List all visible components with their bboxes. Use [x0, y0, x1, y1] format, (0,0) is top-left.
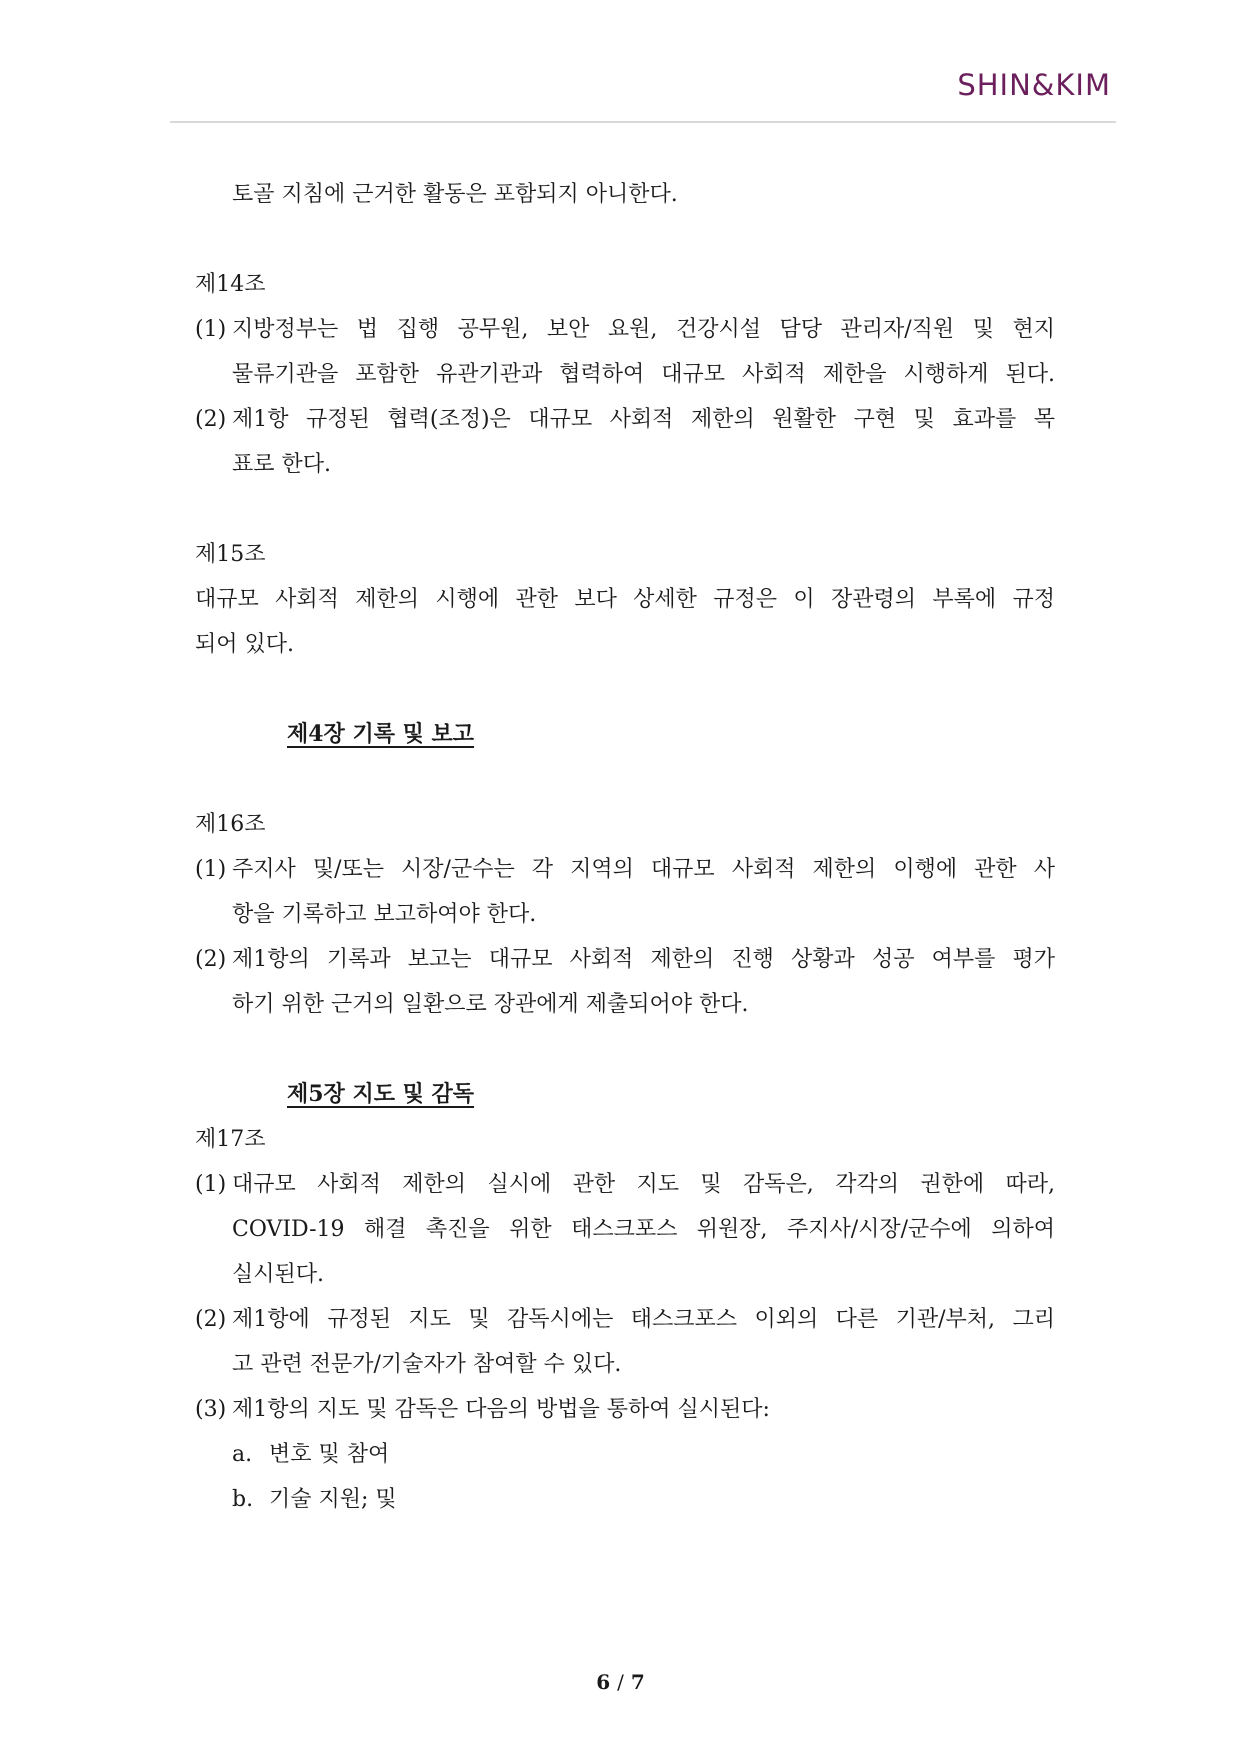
clause-line: 물류기관을 포함한 유관기관과 협력하여 대규모 사회적 제한을 시행하게 된다.: [232, 362, 1055, 387]
paragraph-line: 대규모 사회적 제한의 시행에 관한 보다 상세한 규정은 이 장관령의 부록에 규정: [195, 587, 1055, 612]
clause-text: 제1항 규정된 협력(조정)은 대규모 사회적 제한의 원활한 구현 및 효과를 목: [232, 407, 1055, 432]
clause-line: 표로 한다.: [232, 452, 331, 477]
total-pages: 7: [630, 1670, 645, 1694]
clause-line: [195, 1387, 1055, 1432]
clause-text: 제1항에 규정된 지도 및 감독시에는 태스크포스 이외의 다른 기관/부처, 그리: [232, 1307, 1055, 1332]
clause-line: 하기 위한 근거의 일환으로 장관에게 제출되어야 한다.: [232, 992, 749, 1017]
list-item: [195, 1432, 1055, 1477]
header-divider: [170, 121, 1116, 123]
clause-line: [195, 307, 1055, 352]
page-separator: /: [617, 1670, 624, 1694]
chapter-title: 제4장 기록 및 보고: [287, 721, 475, 747]
clause-line: 항을 기록하고 보고하여야 한다.: [232, 902, 537, 927]
list-item-letter: b.: [232, 1487, 254, 1512]
article-heading: 제14조: [195, 272, 266, 297]
clause-number: (2): [195, 947, 227, 972]
document-body: [195, 172, 1055, 1522]
clause-line: [195, 397, 1055, 442]
clause-line: [195, 937, 1055, 982]
current-page: 6: [596, 1670, 611, 1694]
clause-line: 실시된다.: [232, 1262, 325, 1287]
company-logo: SHIN&KIM: [957, 68, 1111, 102]
clause-text: 주지사 및/또는 시장/군수는 각 지역의 대규모 사회적 제한의 이행에 관한 사: [232, 857, 1055, 882]
list-item-text: 변호 및 참여: [269, 1442, 390, 1467]
clause-text: 지방정부는 법 집행 공무원, 보안 요원, 건강시설 담당 관리자/직원 및 현지: [232, 317, 1055, 342]
clause-number: (1): [195, 857, 227, 882]
clause-number: (3): [195, 1397, 227, 1422]
clause-text: 대규모 사회적 제한의 실시에 관한 지도 및 감독은, 각각의 권한에 따라,: [232, 1172, 1055, 1197]
clause-line: [195, 1297, 1055, 1342]
clause-text: 제1항의 지도 및 감독은 다음의 방법을 통하여 실시된다:: [232, 1397, 770, 1422]
clause-number: (2): [195, 1307, 227, 1332]
list-item-letter: a.: [232, 1442, 253, 1467]
article-heading: 제16조: [195, 812, 266, 837]
paragraph-line: 토골 지침에 근거한 활동은 포함되지 아니한다.: [232, 182, 678, 207]
paragraph-line: 되어 있다.: [195, 632, 294, 657]
clause-line: [195, 1162, 1055, 1207]
list-item: [195, 1477, 1055, 1522]
article-heading: 제17조: [195, 1127, 266, 1152]
clause-number: (1): [195, 1172, 227, 1197]
clause-line: COVID-19 해결 촉진을 위한 태스크포스 위원장, 주지사/시장/군수에 의하여: [232, 1217, 1055, 1242]
clause-text: 제1항의 기록과 보고는 대규모 사회적 제한의 진행 상황과 성공 여부를 평가: [232, 947, 1055, 972]
clause-number: (2): [195, 407, 227, 432]
list-item-text: 기술 지원; 및: [269, 1487, 397, 1512]
clause-number: (1): [195, 317, 227, 342]
clause-line: [195, 847, 1055, 892]
page-number: [0, 1670, 1241, 1694]
chapter-heading: [195, 1072, 1055, 1117]
article-heading: 제15조: [195, 542, 266, 567]
chapter-title: 제5장 지도 및 감독: [287, 1081, 475, 1107]
clause-line: 고 관련 전문가/기술자가 참여할 수 있다.: [232, 1352, 622, 1377]
chapter-heading: [195, 712, 1055, 757]
